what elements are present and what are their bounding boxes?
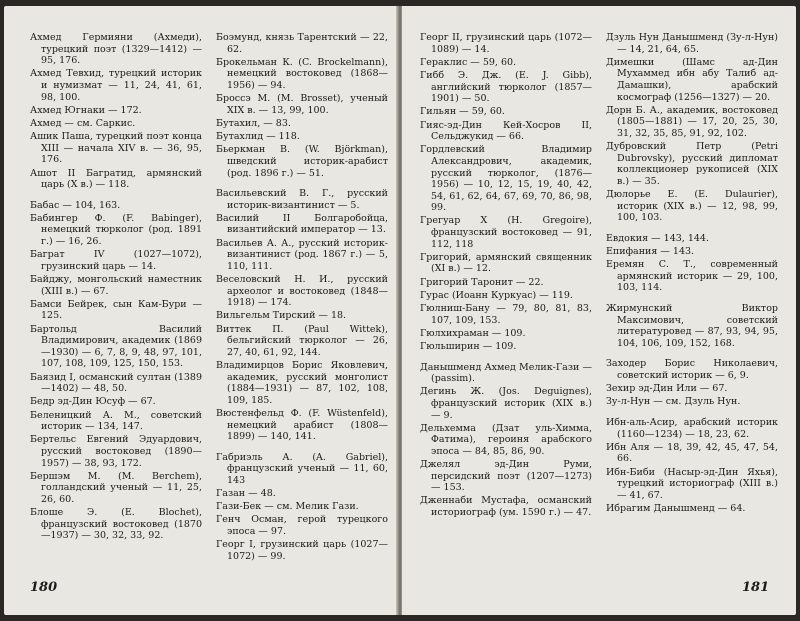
index-entry: Ибн Аля — 18, 39, 42, 45, 47, 54, 66. (606, 441, 778, 465)
right-page (402, 6, 796, 615)
index-entry: Васильевский В. Г., русский историк-византинист — 5. (216, 188, 388, 211)
index-column-4 (606, 32, 778, 572)
index-entry: Бамси Бейрек, сын Кам-Бури — 125. (30, 298, 202, 322)
index-entry: Вильгельм Тирский — 18. (216, 310, 347, 322)
index-entry: Гияс-эд-Дин Кей-Хосров II, Сельджукид — 66. (420, 119, 592, 143)
index-entry: Бабингер Ф. (F. Babinger), немецкий тюрколог (род. 1891 г.) — 16, 26. (30, 212, 202, 248)
index-entry: Грегуар X (H. Gregoire), французский востоковед — 91, 112, 118 (420, 215, 592, 250)
index-entry: Бутахлид — 118. (216, 131, 300, 143)
index-entry: Дюлорье Е. (E. Dulaurier), историк (XIX в.) — 12, 98, 99, 100, 103. (606, 189, 778, 224)
index-entry: Данышменд Ахмед Мелик-Гази — (passim). (420, 361, 592, 385)
index-entry: Беленицкий А. М., советский историк — 134, 147. (30, 409, 202, 433)
index-entry: Блоше Э. (E. Blochet), французский востоковед (1870—1937) — 30, 32, 33, 92. (30, 507, 202, 542)
index-entry: Гибб Э. Дж. (E. J. Gibb), английский тюрколог (1857—1901) — 50. (420, 69, 592, 105)
left-page (4, 6, 398, 615)
index-entry: Дорн Б. А., академик, востоковед (1805—1881) — 17, 20, 25, 30, 31, 32, 35, 85, 91, 92, 102. (606, 104, 778, 139)
index-entry: Ахмед Гермияни (Ахмеди), турецкий поэт (1329—1412) — 95, 176. (30, 32, 202, 67)
index-entry: Зу-л-Нун — см. Дзуль Нун. (606, 396, 741, 408)
index-entry: Ибрагим Данышменд — 64. (606, 502, 746, 514)
index-entry: Газан — 48. (216, 488, 276, 500)
index-entry: Георг II, грузинский царь (1072—1089) — 14. (420, 32, 592, 55)
index-entry: Дубровский Петр (Petri Dubrovsky), русский дипломат коллекционер рукописей (XIX в.) — 35. (606, 141, 778, 187)
index-entry: Гераклис — 59, 60. (420, 56, 517, 68)
index-entry: Гурас (Иоанн Куркуас) — 119. (420, 289, 573, 301)
index-entry: Бьеркман В. (W. Björkman), шведский историк-арабист (род. 1896 г.) — 51. (216, 144, 388, 179)
index-entry: Григорий, армянский священник (XI в.) — 12. (420, 251, 592, 275)
index-entry: Баязид I, османский султан (1389—1402) — 48, 50. (30, 371, 202, 395)
index-entry: Бертельс Евгений Эдуардович, русский востоковед (1890—1957) — 38, 93, 172. (30, 434, 202, 469)
index-entry: Ибн-аль-Асир, арабский историк (1160—1234) — 18, 23, 62. (606, 416, 778, 440)
index-entry: Брокельман К. (C. Brockelmann), немецкий востоковед (1868—1956) — 94. (216, 56, 388, 91)
index-entry: Бутахил, — 83. (216, 117, 291, 129)
index-entry: Дженнаби Мустафа, османский историограф (ум. 1590 г.) — 47. (420, 495, 592, 519)
index-entry: Дегинь Ж. (Jos. Deguignes), французский историк (XIX в.) — 9. (420, 386, 592, 421)
index-entry: Бабас — 104, 163. (30, 199, 121, 211)
index-entry: Григорий Таронит — 22. (420, 276, 544, 288)
index-entry: Ахмед Тевхид, турецкий историк и нумизмат — 11, 24, 41, 61, 98, 100. (30, 68, 202, 103)
index-entry: Гюлхихраман — 109. (420, 327, 526, 339)
index-entry: Габриэль А. (A. Gabriel), французский ученый — 11, 60, 143 (216, 451, 388, 486)
index-entry: Гюльширин — 109. (420, 340, 517, 352)
index-entry: Ибн-Биби (Насыр-эд-Дин Яхья), турецкий историограф (XIII в.) — 41, 67. (606, 466, 778, 501)
index-column-3 (420, 32, 592, 572)
index-entry: Гордлевский Владимир Александрович, академик, русский тюрколог, (1876—1956) — 10, 12, 15, 19, 40, 42, 54, 61, 62, 64, 67, 69, 70, 86, 98, 99. (420, 144, 592, 214)
index-entry: Зехир эд-Дин Или — 67. (606, 383, 728, 395)
index-entry: Байджу, монгольский наместник (XIII в.) — 67. (30, 274, 202, 297)
index-entry: Жирмунский Виктор Максимович, советский литературовед — 87, 93, 94, 95, 104, 106, 109, 152, 168. (606, 303, 778, 349)
index-entry: Дельхемма (Дзат уль-Химма, Фатима), героиня арабского эпоса — 84, 85, 86, 90. (420, 422, 592, 457)
index-entry: Виттек П. (Paul Wittek), бельгийский тюрколог — 26, 27, 40, 61, 92, 144. (216, 323, 388, 358)
index-entry: Бедр эд-Дин Юсуф — 67. (30, 396, 156, 408)
index-entry: Ахмед Югнаки — 172. (30, 104, 142, 116)
index-entry: Владимирцов Борис Яковлевич, академик, русский монголист (1884—1931) — 87, 102, 108, 109, 185. (216, 359, 388, 406)
index-entry: Еремян С. Т., современный армянский историк — 29, 100, 103, 114. (606, 259, 778, 294)
index-entry: Василий II Болгаробойца, византийский император — 13. (216, 212, 388, 236)
index-entry: Гази-Бек — см. Мелик Гази. (216, 501, 359, 513)
index-entry: Ашик Паша, турецкий поэт конца XIII — начала XIV в. — 36, 95, 176. (30, 131, 202, 166)
index-entry: Заходер Борис Николаевич, советский историк — 6, 9. (606, 358, 778, 381)
index-entry: Васильев А. А., русский историк-византинист (род. 1867 г.) — 5, 110, 111. (216, 237, 388, 272)
index-entry: Генч Осман, герой турецкого эпоса — 97. (216, 514, 388, 538)
index-entry: Гильян — 59, 60. (420, 106, 505, 118)
page-number-right: 181 (742, 580, 770, 595)
index-entry: Бершэм М. (M. Berchem), голландский ученый — 11, 25, 26, 60. (30, 470, 202, 505)
index-entry: Джелял эд-Дин Руми, персидский поэт (1207—1273) — 153. (420, 459, 592, 494)
index-column-1 (30, 32, 202, 572)
index-entry: Баграт IV (1027—1072), грузинский царь — 14. (30, 249, 202, 272)
index-entry: Ахмед — см. Саркис. (30, 117, 136, 129)
index-entry: Вюстенфельд Ф. (F. Wüstenfeld), немецкий арабист (1808—1899) — 140, 141. (216, 407, 388, 443)
index-entry: Евдокия — 143, 144. (606, 232, 709, 244)
index-entry: Веселовский Н. И., русский археолог и востоковед (1848—1918) — 174. (216, 274, 388, 309)
index-entry: Ашот II Багратид, армянский царь (X в.) — 118. (30, 167, 202, 191)
page-number-left: 180 (30, 580, 58, 595)
index-entry: Боэмунд, князь Тарентский — 22, 62. (216, 32, 388, 55)
index-entry: Дзуль Нун Данышменд (Зу-л-Нун) — 14, 21, 64, 65. (606, 32, 778, 55)
index-entry: Георг I, грузинский царь (1027—1072) — 99. (216, 539, 388, 562)
index-column-2 (216, 32, 388, 572)
index-entry: Димешки (Шамс ад-Дин Мухаммед ибн абу Талиб ад-Дамашки), арабский космограф (1256—1327) — 20. (606, 56, 778, 103)
index-entry: Епифания — 143. (606, 246, 695, 258)
index-entry: Гюлниш-Бану — 79, 80, 81, 83, 107, 109, 153. (420, 303, 592, 326)
index-entry: Броссэ М. (M. Brosset), ученый XIX в. — 13, 99, 100. (216, 93, 388, 116)
index-entry: Бартольд Василий Владимирович, академик (1869—1930) — 6, 7, 8, 9, 48, 97, 101, 107, 108, 109, 125, 150, 153. (30, 323, 202, 370)
